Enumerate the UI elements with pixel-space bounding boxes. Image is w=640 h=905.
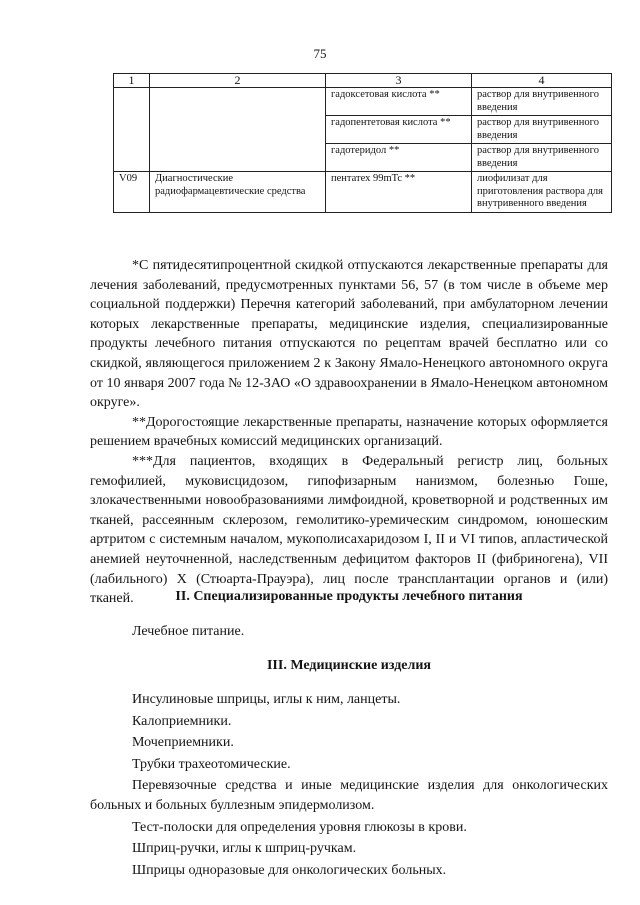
list-item: Тест-полоски для определения уровня глюкозы в крови.: [132, 819, 467, 835]
page-number: 75: [313, 46, 327, 61]
table-cell-drug: гадопентетовая кислота **: [326, 116, 472, 144]
list-item: Трубки трахеотомические.: [132, 756, 291, 772]
table-row: [114, 88, 612, 116]
section-3-heading: III. Медицинские изделия: [266, 658, 432, 673]
table-cell-group: Диагностические радиофармацевтические средства: [150, 172, 326, 213]
section-2-text: Лечебное питание.: [132, 624, 245, 639]
table-cell-code: [114, 88, 150, 172]
section-2-heading: II. Специализированные продукты лечебного питания: [175, 589, 523, 604]
column-header-3: 3: [326, 74, 472, 88]
section-2-body: [90, 622, 608, 642]
table-cell-drug: гадотеридол **: [326, 144, 472, 172]
column-header-4: 4: [472, 74, 612, 88]
list-item: Шприцы одноразовые для онкологических больных.: [132, 862, 447, 878]
footnote-discount: *С пятидесятипроцентной скидкой отпускаются лекарственные препараты для лечения заболеваний, предусмотренных пунктами 56, 57 (в том числе в объеме мер социальной поддержки) Перечня категорий заболеваний, при амбулаторном лечении которых лекарственные препараты, медицинские изделия, специализированные продукты лечебного питания отпускаются по рецептам врачей бесплатно или со скидкой, являющегося приложением 2 к Закону Ямало-Ненецкого автономного округа от 10 января 2007 года № 12-ЗАО «О здравоохранении в Ямало-Ненецком автономном округе».: [90, 258, 608, 411]
footnotes: [90, 256, 608, 609]
table-cell-code: V09: [114, 172, 150, 213]
table-cell-drug: гадоксетовая кислота **: [326, 88, 472, 116]
list-item: Перевязочные средства и иные медицинские изделия для онкологических больных и больных буллезным эпидермолизом.: [90, 778, 608, 813]
list-item: Мочеприемники.: [132, 735, 234, 751]
drug-table: [113, 73, 612, 213]
table-cell-form: раствор для внутривенного введения: [472, 88, 612, 116]
table-cell-form: лиофилизат для приготовления раствора для внутривенного введения: [472, 172, 612, 213]
table-row: [114, 172, 612, 213]
column-header-1: 1: [114, 74, 150, 88]
list-item: Калоприемники.: [132, 713, 232, 729]
table-cell-form: раствор для внутривенного введения: [472, 144, 612, 172]
table-cell-group: [150, 88, 326, 172]
medical-devices-list: [90, 690, 608, 882]
table-cell-form: раствор для внутривенного введения: [472, 116, 612, 144]
table-header-row: [114, 74, 612, 88]
table-cell-drug: пентатех 99mTc **: [326, 172, 472, 213]
footnote-federal-register: ***Для пациентов, входящих в Федеральный регистр лиц, больных гемофилией, муковисцидозом, гипофизарным нанизмом, болезнью Гоше, злокачественными новообразованиями лимфоидной, кроветворной и родственных им тканей, рассеянным склерозом, гемолитико-уремическим синдромом, юношеским артритом с системным началом, мукополисахаридозом I, II и VI типов, апластической анемией неуточненной, наследственным дефицитом факторов II (фибриногена), VII (лабильного) X (Стюарта-Прауэра), лиц после трансплантации органов и (или) тканей.: [90, 453, 608, 607]
column-header-2: 2: [150, 74, 326, 88]
list-item: Шприц-ручки, иглы к шприц-ручкам.: [132, 841, 357, 857]
list-item: Инсулиновые шприцы, иглы к ним, ланцеты.: [132, 692, 401, 707]
footnote-expensive-drugs: **Дорогостоящие лекарственные препараты, назначение которых оформляется решением врачебных комиссий медицинских организаций.: [90, 414, 608, 450]
